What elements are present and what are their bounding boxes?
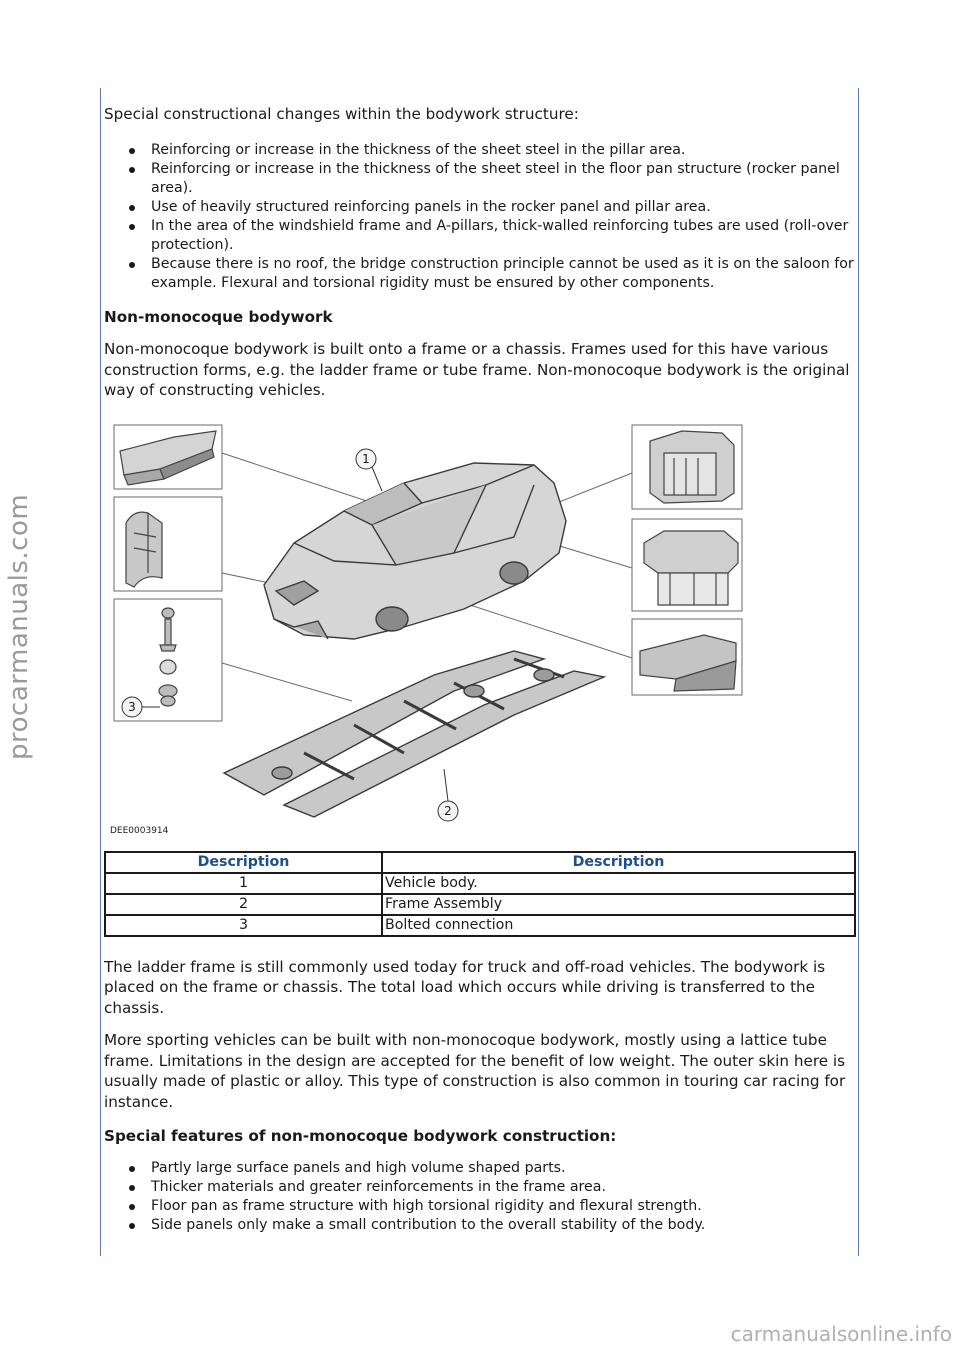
table-row	[105, 915, 855, 936]
callout-3-label: 3	[128, 699, 136, 714]
vehicle-body-drawing	[264, 463, 566, 639]
list-item: Use of heavily structured reinforcing panels in the rocker panel and pillar area.	[104, 198, 856, 217]
ladder-frame-drawing	[224, 651, 604, 817]
left-margin-rule	[100, 88, 101, 1256]
list-item: Because there is no roof, the bridge construction principle cannot be used as it is on the saloon for example. Flexural and torsional rigidity must be ensured by other components.	[104, 255, 856, 293]
list-item: Floor pan as frame structure with high torsional rigidity and flexural strength.	[104, 1197, 856, 1216]
bodywork-figure	[104, 413, 856, 841]
side-watermark: procarmanuals.com	[4, 493, 34, 760]
list-item: Thicker materials and greater reinforcements in the frame area.	[104, 1178, 856, 1197]
table-cell-number: 3	[105, 915, 382, 936]
table-cell-description: Bolted connection	[382, 915, 855, 936]
list-item: Partly large surface panels and high volume shaped parts.	[104, 1159, 856, 1178]
list-item: Reinforcing or increase in the thickness of the sheet steel in the floor pan structure (rocker panel area).	[104, 160, 856, 198]
paragraph-sporting-vehicles: More sporting vehicles can be built with non-monocoque bodywork, mostly using a lattice tube frame. Limitations in the design are accepted for the benefit of low weight. The outer skin here is usually made of plastic or alloy. This type of construction is also common in touring car racing for instance.	[104, 1031, 846, 1111]
heading-non-monocoque: Non-monocoque bodywork	[104, 307, 333, 326]
table-row	[105, 873, 855, 894]
bodywork-illustration	[104, 413, 856, 841]
page-content	[104, 104, 856, 1235]
table-cell-description: Frame Assembly	[382, 894, 855, 915]
special-features-list	[104, 1159, 856, 1235]
figure-code: DEE0003914	[110, 825, 169, 836]
callout-1-label: 1	[362, 451, 370, 466]
list-item: Side panels only make a small contribution to the overall stability of the body.	[104, 1216, 856, 1235]
heading-special-features: Special features of non-monocoque bodywork construction:	[104, 1127, 617, 1145]
intro-text: Special constructional changes within the bodywork structure:	[104, 105, 579, 123]
table-header-2: Description	[382, 852, 855, 873]
right-margin-rule	[858, 88, 859, 1256]
table-cell-description: Vehicle body.	[382, 873, 855, 894]
constructional-changes-list	[104, 141, 856, 293]
table-row	[105, 894, 855, 915]
callout-2-label: 2	[444, 803, 452, 818]
table-header-1: Description	[105, 852, 382, 873]
paragraph-ladder-frame: The ladder frame is still commonly used today for truck and off-road vehicles. The bodywork is placed on the frame or chassis. The total load which occurs while driving is transferred to the chassis.	[104, 957, 826, 1017]
table-cell-number: 1	[105, 873, 382, 894]
list-item: In the area of the windshield frame and A-pillars, thick-walled reinforcing tubes are used (roll-over protection).	[104, 217, 856, 255]
bottom-watermark: carmanualsonline.info	[730, 1322, 952, 1346]
table-cell-number: 2	[105, 894, 382, 915]
paragraph-non-monocoque: Non-monocoque bodywork is built onto a frame or a chassis. Frames used for this have various construction forms, e.g. the ladder frame or tube frame. Non-monocoque bodywork is the original way of constructing vehicles.	[104, 340, 850, 399]
description-table	[104, 851, 856, 937]
list-item: Reinforcing or increase in the thickness of the sheet steel in the pillar area.	[104, 141, 856, 160]
